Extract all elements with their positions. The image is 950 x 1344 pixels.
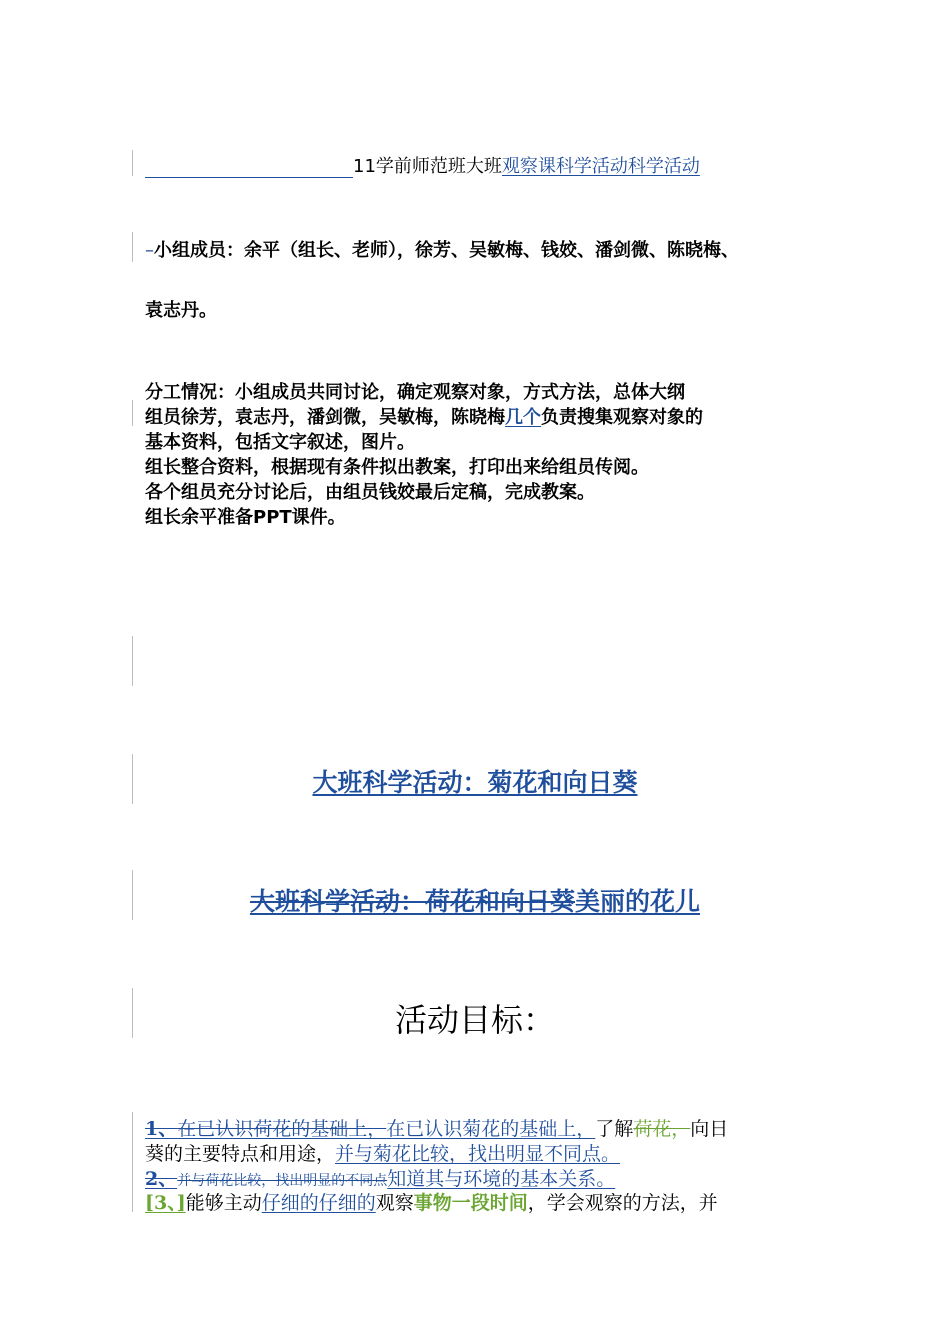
- title-revised: [0, 882, 950, 918]
- header-link[interactable]: 观察课科学活动科学活动: [501, 156, 700, 177]
- division-line-5: 各个组员充分讨论后，由组员钱姣最后定稿，完成教案。: [145, 482, 595, 503]
- goal-2-number[interactable]: 2、: [145, 1168, 178, 1190]
- revision-bar: [132, 150, 133, 176]
- division-line-2a: 组员徐芳，袁志丹，潘剑微，吴敏梅，陈晓梅: [145, 407, 505, 428]
- goal-3-observe: 观察: [375, 1192, 414, 1214]
- goal-1-understand: 了解: [595, 1118, 634, 1140]
- revision-bar: [132, 400, 133, 426]
- header-blank: [145, 157, 353, 178]
- division-line-4: 组长整合资料，根据现有条件拟出教案，打印出来给组员传阅。: [145, 457, 649, 478]
- goal-2-deleted-text[interactable]: 并与荷花比较，找出明显的不同点: [177, 1173, 388, 1189]
- title-struck-text[interactable]: 大班科学活动：荷花和向日葵: [249, 887, 575, 916]
- goal-1-line-2: [145, 1139, 620, 1166]
- members-line-2: 袁志丹。: [145, 300, 217, 321]
- goal-3-green-text[interactable]: 事物一段时间: [413, 1192, 528, 1214]
- revision-bar: [132, 636, 133, 686]
- goal-1-inserted-compare[interactable]: 并与菊花比较，找出明显不同点。: [335, 1143, 621, 1165]
- members-dash: –: [145, 240, 154, 261]
- goal-1-deleted-word[interactable]: 荷花，: [633, 1118, 691, 1140]
- division-line-2c: 负责搜集观察对象的: [541, 407, 703, 428]
- goal-3-number[interactable]: [3、]: [145, 1192, 186, 1214]
- goals-heading: 活动目标：: [394, 1001, 555, 1039]
- document-header: [145, 152, 700, 178]
- members-text: 小组成员：余平（组长、老师），徐芳、吴敏梅、钱姣、潘剑微、陈晓梅、: [154, 240, 739, 261]
- goal-1-inserted-chrysanthemum[interactable]: 在已认识菊花的基础上，: [386, 1118, 596, 1140]
- division-inserted-text[interactable]: 几个: [505, 407, 541, 428]
- header-prefix: 11学前师范班大班: [353, 156, 502, 177]
- members-line-1: [145, 236, 739, 262]
- title-added-text[interactable]: 美丽的花儿: [575, 887, 701, 916]
- goal-3-text-end: ，学会观察的方法，并: [527, 1192, 718, 1214]
- title-chrysanthemum[interactable]: 大班科学活动：菊花和向日葵: [312, 768, 638, 797]
- goal-1-deleted-lotus[interactable]: 在已认识荷花的基础上，: [177, 1118, 387, 1140]
- goal-1-features: 葵的主要特点和用途，: [145, 1143, 336, 1165]
- division-line-6: 组长余平准备PPT课件。: [145, 507, 346, 528]
- revision-bar: [132, 232, 133, 262]
- goal-1-number[interactable]: 1、: [145, 1118, 178, 1140]
- division-line-1: 分工情况：小组成员共同讨论，确定观察对象，方式方法，总体大纲: [145, 382, 685, 403]
- goal-3-text-a: 能够主动: [185, 1192, 262, 1214]
- goal-2-inserted-text[interactable]: 知道其与环境的基本关系。: [387, 1168, 616, 1190]
- goal-1-sunflower-start: 向日: [690, 1118, 729, 1140]
- division-line-3: 基本资料，包括文字叙述，图片。: [145, 432, 415, 453]
- goal-3-inserted-carefully[interactable]: 仔细的仔细的: [261, 1192, 376, 1214]
- division-line-2: [145, 403, 703, 429]
- revision-bar: [132, 1112, 133, 1212]
- goal-2-line: [145, 1164, 615, 1191]
- goal-1-line-1: [145, 1114, 728, 1141]
- goal-3-line: [145, 1188, 718, 1215]
